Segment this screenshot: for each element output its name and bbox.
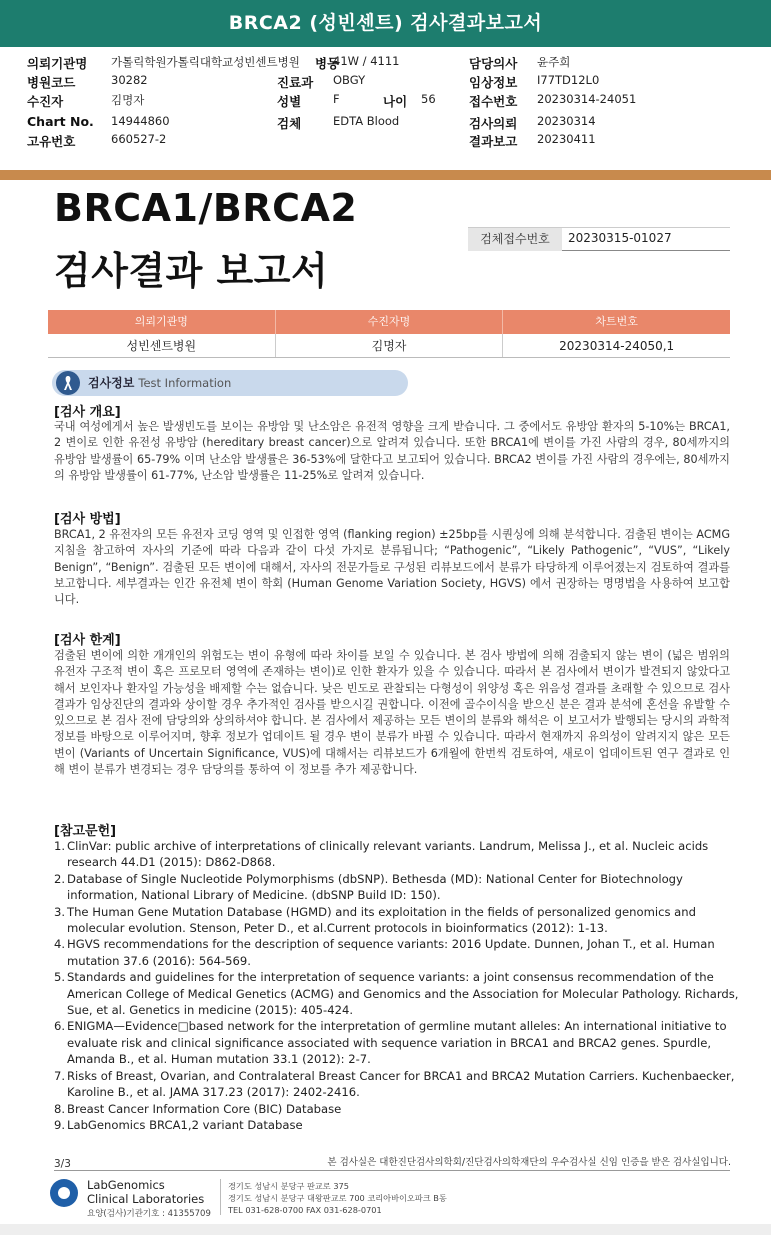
client-header-cell: 수진자명 xyxy=(276,310,504,334)
info-value: EDTA Blood xyxy=(333,114,400,128)
reference-number: 5. xyxy=(54,970,66,985)
info-value: 41W / 4111 xyxy=(333,54,400,68)
reference-number: 2. xyxy=(54,871,66,886)
address-line1: 경기도 성남시 분당구 판교로 375 xyxy=(228,1181,349,1191)
info-label: 수진자 xyxy=(27,94,64,109)
client-header-cell: 차트번호 xyxy=(595,315,638,328)
method-text: BRCA1, 2 유전자의 모든 유전자 코딩 영역 및 인접한 영역 (flanking region) ±25bp를 시퀀싱에 의해 분석합니다. 검출된 변이는 ACMG 지침을 참고하여 자사의 기준에 따라 다음과 같이 다섯 가지로 분류됩니다; “Pathogenic”, “Likely Pathogenic”, “VUS”, “Likely Benign”, “Benign”. 검출된 모든 변이에 대해서, 자사의 전문가들로 구성된 리뷰보드에서 분류가 타당하게 이루어졌는지 검토하여 결과를 보고합니다. 세부결과는 인간 유전체 변이 학회 (Human Genome Variation Society, HGVS) 에서 권장하는 명명법을 사용하여 보고합니다. xyxy=(54,528,730,607)
overview-text: 국내 여성에게서 높은 발생빈도를 보이는 유방암 및 난소암은 유전적 영향을 크게 받습니다. 그 중에서도 유방암 환자의 5-10%는 BRCA1, 2 변이로 인한 유전성 유방암 (hereditary breast cancer)으로 알려져 있습니다. 또한 BRCA1에 변이를 가진 사람의 경우, 80세까지의 유방암 발생률이 65-79% 이며 난소암 발생률은 36-53%에 달한다고 보고되어 있습니다. BRCA2 변이를 가진 사람의 경우에는, 80세까지의 유방암 발생률이 61-77%, 난소암 발생률은 11-25%로 알려져 있습니다. xyxy=(54,420,730,482)
reference-text: ENIGMA—Evidence□based network for the interpretation of germline mutant alleles: An international initiative to evaluate risk and clinical significance associated with sequence variation in BRCA1 and BRCA2 genes. Spurdle, Amanda B., et al. Human mutation 33.1 (2012): 2-7. xyxy=(67,1019,727,1067)
info-value: 20230314-24051 xyxy=(537,92,637,106)
receipt-label: 검체접수번호 xyxy=(468,228,562,251)
limits-heading: [검사 한계] xyxy=(54,633,121,648)
client-header-cell: 의뢰기관명 xyxy=(48,310,276,334)
report-title-line1: BRCA1/BRCA2 xyxy=(54,186,358,230)
section-title-ko: 검사정보 xyxy=(88,376,135,390)
reference-item xyxy=(54,969,746,1018)
info-row xyxy=(27,114,757,132)
client-cell: 김명자 xyxy=(276,334,504,357)
info-value: I77TD12L0 xyxy=(537,73,600,87)
info-label: 진료과 xyxy=(277,75,314,90)
info-label: 병동 xyxy=(315,56,340,71)
client-table-header xyxy=(48,310,730,334)
info-value: OBGY xyxy=(333,73,366,87)
reference-text: Risks of Breast, Ovarian, and Contralateral Breast Cancer for BRCA1 and BRCA2 Mutation Carriers. Kuchenbaecker, Karoline B., et al. JAMA 317.23 (2017): 2402-2416. xyxy=(67,1068,735,1100)
info-value: 14944860 xyxy=(111,114,170,128)
reference-item xyxy=(54,1101,746,1117)
reference-item xyxy=(54,1068,746,1101)
contact-phone: TEL 031-628-0700 FAX 031-628-0701 xyxy=(228,1205,382,1215)
company-name-line2: Clinical Laboratories xyxy=(87,1192,205,1206)
address-line2: 경기도 성남시 분당구 대왕판교로 700 코리아바이오파크 B동 xyxy=(228,1193,447,1203)
reference-item xyxy=(54,1018,746,1067)
info-value: 20230411 xyxy=(537,132,596,146)
footer-divider xyxy=(54,1170,730,1171)
info-label: 병원코드 xyxy=(27,75,76,90)
reference-number: 6. xyxy=(54,1019,66,1034)
reference-text: LabGenomics BRCA1,2 variant Database xyxy=(67,1117,303,1132)
reference-item xyxy=(54,871,746,904)
report-header-bar xyxy=(0,0,771,47)
info-row xyxy=(27,54,757,72)
reference-text: The Human Gene Mutation Database (HGMD) and its exploitation in the fields of personalized genomics and molecular evolution. Stenson, Peter D., et al.Current protocols in bioinformatics (2012): 1-13. xyxy=(67,904,696,936)
reference-number: 4. xyxy=(54,937,66,952)
info-label: 고유번호 xyxy=(27,134,76,149)
company-name xyxy=(87,1178,204,1206)
company-address xyxy=(228,1180,447,1216)
reference-text: Standards and guidelines for the interpretation of sequence variants: a joint consensus recommendation of the American College of Medical Genetics (ACMG) and Genomics and the Association for Molecular Pathology. Richards, Sue, et al. Genetics in medicine (2015): 405-424. xyxy=(67,970,739,1018)
info-label: 성별 xyxy=(277,94,302,109)
limits-text: 검출된 변이에 의한 개개인의 위험도는 변이 유형에 따라 차이를 보일 수 있습니다. 본 검사 방법에 의해 검출되지 않는 변이 (넓은 범위의 유전자 구조적 변이 혹은 프로모터 영역에 존재하는 변이)로 인한 환자가 있을 수 있습니다. 따라서 본 검사에서 변이가 발견되지 않았다고 해서 보인자나 환자일 가능성을 배제할 수는 없습니다. 낮은 빈도로 관찰되는 다형성이 위양성 혹은 위음성 결과를 초래할 수 있으므로 검사 결과가 임상진단의 결과와 상이할 경우 추가적인 검사를 받으시길 권합니다. 이전에 골수이식을 받으신 분은 결과 분석에 혼선을 유발할 수 있으므로 본 검사 전에 담당의와 상의하셔야 합니다. 본 검사에서 제공하는 모든 변이의 분류와 해석은 이 보고서가 발행되는 당시의 과학적 정보를 바탕으로 이루어지며, 향후 정보가 업데이트 될 경우 변이 분류가 바뀔 수 있습니다. 따라서 현재까지 유의성이 알려지지 않은 모든 변이 (Variants of Uncertain Significance, VUS)에 대해서는 리뷰보드가 6개월에 한번씩 검토하여, 새로이 업데이트된 연구 결과로 인해 변이 분류가 변경되는 경우 담당의를 통하여 이 정보를 추가 제공합니다. xyxy=(54,649,730,777)
info-label: 결과보고 xyxy=(469,134,518,149)
test-info-section-header xyxy=(52,370,408,396)
info-value: 30282 xyxy=(111,73,148,87)
reference-item xyxy=(54,904,746,937)
sample-receipt-box xyxy=(468,227,730,251)
info-label: 검사의뢰 xyxy=(469,116,518,131)
reference-text: HGVS recommendations for the description of sequence variants: 2016 Update. Dunnen, Johan T., et al. Human mutation 37.6 (2016): 564-569. xyxy=(67,937,715,968)
license-number: 요양(검사)기관기호 : 41355709 xyxy=(87,1209,211,1219)
info-value: 20230314 xyxy=(537,114,596,128)
info-label: 의뢰기관명 xyxy=(27,56,88,71)
reference-number: 9. xyxy=(54,1117,66,1132)
ribbon-icon xyxy=(56,371,80,395)
report-title-line2: 검사결과 보고서 xyxy=(54,249,329,293)
overview-heading: [검사 개요] xyxy=(54,405,121,420)
info-row xyxy=(27,92,757,110)
info-value: 김명자 xyxy=(111,93,145,107)
info-value: 660527-2 xyxy=(111,132,167,146)
client-table xyxy=(48,310,730,358)
company-name-line1: LabGenomics xyxy=(87,1178,165,1192)
reference-number: 3. xyxy=(54,904,66,919)
section-title xyxy=(88,370,231,396)
reference-item xyxy=(54,838,746,871)
method-heading: [검사 방법] xyxy=(54,512,121,527)
info-label: Chart No. xyxy=(27,114,94,129)
info-row xyxy=(27,132,757,150)
info-value: F xyxy=(333,92,340,106)
reference-number: 8. xyxy=(54,1101,66,1116)
reference-item xyxy=(54,936,746,969)
client-cell: 성빈센트병원 xyxy=(48,334,276,357)
references-list xyxy=(54,838,746,1133)
info-value: 56 xyxy=(421,92,436,106)
section-divider xyxy=(0,170,771,180)
info-label: 접수번호 xyxy=(469,94,518,109)
info-value: 윤주희 xyxy=(537,55,571,69)
info-label: 나이 xyxy=(383,94,408,109)
labgenomics-logo-icon xyxy=(50,1179,78,1207)
info-label: 담당의사 xyxy=(469,56,518,71)
reference-item xyxy=(54,1117,746,1133)
info-value: 가톨릭학원가톨릭대학교성빈센트병원 xyxy=(111,55,300,69)
report-header-title: BRCA2 (성빈센트) 검사결과보고서 xyxy=(228,12,543,34)
footer-vertical-divider xyxy=(220,1179,221,1215)
receipt-value: 20230315-01027 xyxy=(568,231,672,245)
client-table-row xyxy=(48,334,730,358)
accreditation-note: 본 검사실은 대한진단검사의학회/진단검사의학재단의 우수검사실 신임 인증을 받은 검사실입니다. xyxy=(327,1157,731,1168)
bottom-band xyxy=(0,1224,771,1235)
section-title-en: Test Information xyxy=(138,376,232,390)
reference-number: 1. xyxy=(54,839,66,853)
reference-text: Database of Single Nucleotide Polymorphisms (dbSNP). Bethesda (MD): National Center for Biotechnology information, National Library of Medicine. (dbSNP Build ID: 150). xyxy=(67,871,683,903)
info-label: 임상정보 xyxy=(469,75,518,90)
info-label: 검체 xyxy=(277,116,302,131)
info-row xyxy=(27,73,757,91)
reference-number: 7. xyxy=(54,1068,66,1083)
references-heading: [참고문헌] xyxy=(54,824,117,839)
reference-text: ClinVar: public archive of interpretations of clinically relevant variants. Landrum, Melissa J., et al. Nucleic acids research 44.D1 (2015): D862-D868. xyxy=(67,839,709,870)
reference-text: Breast Cancer Information Core (BIC) Database xyxy=(67,1101,342,1116)
client-cell: 20230314-24050,1 xyxy=(559,339,675,353)
page-number: 3/3 xyxy=(54,1158,71,1170)
